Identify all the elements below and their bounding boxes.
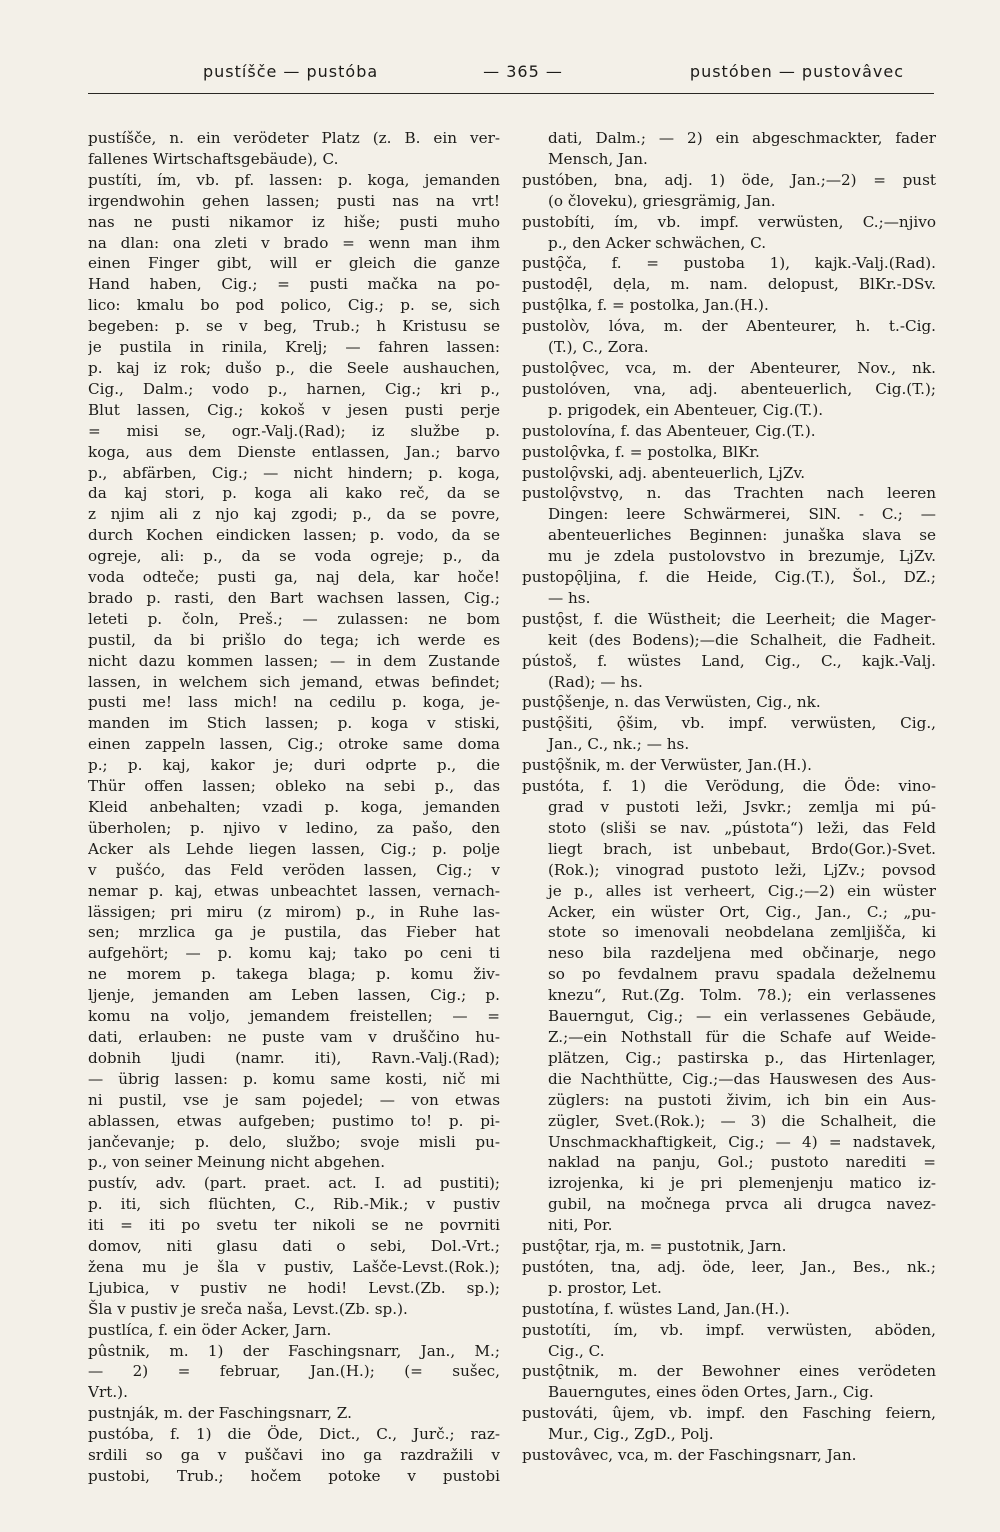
text-line: p., von seiner Meinung nicht abgehen. (88, 1153, 386, 1172)
text-line: pustolǫ̑vec, vca, m. der Abenteurer, Nov., nk. (522, 358, 936, 377)
text-line: züglers: na pustoti živim, ich bin ein Aus- (548, 1090, 936, 1109)
text-line: Blut lassen, Cig.; kokoš v jesen pusti perje (88, 400, 500, 419)
text-line: pustolǫ̑vstvǫ, n. das Trachten nach leeren (522, 484, 936, 503)
text-line: ablassen, etwas aufgeben; pustimo to! p. pi- (88, 1111, 500, 1130)
text-line: nicht dazu kommen lassen; — in dem Zustande (88, 651, 500, 670)
text-line: pustǫ̑tar, rja, m. = pustotnik, Jarn. (522, 1237, 787, 1256)
text-line: keit (des Bodens);—die Schalheit, die Fadheit. (548, 630, 936, 649)
text-line: so po fevdalnem pravu spadala deželnemu (548, 965, 936, 984)
page-number: — 365 — (483, 62, 563, 81)
text-line: izrojenka, ki je pri plemenjenju matico iz- (548, 1174, 936, 1193)
text-line: da kaj stori, p. koga ali kako reč, da se (88, 484, 500, 503)
text-line: überholen; p. njivo v ledino, za pašo, den (88, 818, 500, 837)
text-line: pustodẹ̑l, dẹla, m. nam. delopust, BlKr.-DSv. (522, 275, 936, 294)
text-line: ne morem p. takega blaga; p. komu živ- (88, 965, 500, 984)
text-line: z njim ali z njo kaj zgodi; p., da se povre, (88, 505, 500, 524)
text-line: (o človeku), griesgrämig, Jan. (548, 191, 776, 210)
page-header (88, 60, 934, 88)
left-column (88, 128, 500, 1487)
header-left-guideword: pustíšče — pustóba (203, 62, 379, 81)
text-line: (T.), C., Zora. (548, 338, 649, 357)
text-line: lässigen; pri miru (z mirom) p., in Ruhe las- (88, 902, 500, 921)
right-column (522, 128, 936, 1466)
text-line: voda odteče; pusti ga, naj dela, kar hoče! (88, 568, 500, 587)
text-line: ogreje, ali: p., da se voda ogreje; p., da (88, 547, 500, 566)
text-line: p. iti, sich flüchten, C., Rib.-Mik.; v pustiv (88, 1195, 500, 1214)
text-line: einen zappeln lassen, Cig.; otroke same doma (88, 735, 500, 754)
text-line: (Rok.); vinograd pustoto leži, LjZv.; povsod (548, 860, 936, 879)
text-line: leteti p. čoln, Preš.; — zulassen: ne bom (88, 609, 500, 628)
text-line: zügler, Svet.(Rok.); — 3) die Schalheit, die (548, 1111, 936, 1130)
header-rule (88, 93, 934, 94)
text-line: ni pustil, vse je sam pojedel; — von etwas (88, 1090, 500, 1109)
text-line: Cig., C. (548, 1341, 605, 1360)
text-line: pusti me! lass mich! na cedilu p. koga, je- (88, 693, 500, 712)
text-line: brado p. rasti, den Bart wachsen lassen, Cig.; (88, 588, 500, 607)
text-line: jančevanje; p. delo, službo; svoje misli pu- (88, 1132, 500, 1151)
text-line: p., abfärben, Cig.; — nicht hindern; p. koga, (88, 463, 500, 482)
text-line: pustíšče, n. ein verödeter Platz (z. B. ein ver- (88, 129, 500, 147)
text-line: pustopǫ̑ljina, f. die Heide, Cig.(T.), Šol., DZ.; (522, 568, 936, 587)
text-line: irgendwohin gehen lassen; pusti nas na vrt! (88, 191, 500, 210)
text-line: Ljubica, v pustiv ne hodi! Levst.(Zb. sp.); (88, 1278, 500, 1297)
text-line: dati, Dalm.; — 2) ein abgeschmackter, fader (548, 129, 936, 147)
text-line: Mur., Cig., ZgD., Polj. (548, 1425, 714, 1444)
text-line: pustolòv, lóva, m. der Abenteurer, h. t.-Cig. (522, 317, 936, 336)
text-line: Bauerngutes, eines öden Ortes, Jarn., Cig. (548, 1383, 874, 1402)
text-line: pustlíca, f. ein öder Acker, Jarn. (88, 1320, 332, 1339)
text-line: pustobi, Trub.; hočem potoke v pustobi (88, 1467, 500, 1485)
text-line: dobnih ljudi (namr. iti), Ravn.-Valj.(Rad); (88, 1048, 500, 1067)
text-line: abenteuerliches Beginnen: junaška slava se (548, 526, 936, 545)
text-line: Bauerngut, Cig.; — ein verlassenes Gebäude, (548, 1007, 936, 1026)
text-line: je p., alles ist verheert, Cig.;—2) ein wüster (548, 881, 936, 900)
text-line: Jan., C., nk.; — hs. (548, 735, 690, 754)
text-line: pustolǫ̑vka, f. = postolka, BlKr. (522, 442, 760, 461)
text-line: Hand haben, Cig.; = pusti mačka na po- (88, 275, 500, 294)
text-line: Z.;—ein Nothstall für die Schafe auf Weide- (548, 1027, 936, 1046)
text-line: pustǫ̑šiti, ǫ̑šim, vb. impf. verwüsten, Cig., (522, 714, 936, 733)
text-line: lico: kmalu bo pod polico, Cig.; p. se, sich (88, 296, 500, 315)
text-line: pustǫ̑lka, f. = postolka, Jan.(H.). (522, 296, 769, 315)
text-line: = misi se, ogr.-Valj.(Rad); iz službe p. (88, 421, 500, 440)
text-line: pûstnik, m. 1) der Faschingsnarr, Jan., M.; (88, 1341, 500, 1360)
text-line: p. prigodek, ein Abenteuer, Cig.(T.). (548, 400, 824, 419)
text-line: Acker, ein wüster Ort, Cig., Jan., C.; „pu- (548, 902, 936, 921)
text-line: einen Finger gibt, will er gleich die ganze (88, 254, 500, 273)
text-line: aufgehört; — p. komu kaj; tako po ceni ti (88, 944, 500, 963)
text-line: pustóten, tna, adj. öde, leer, Jan., Bes., nk.; (522, 1257, 936, 1276)
text-line: nemar p. kaj, etwas unbeachtet lassen, vernach- (88, 881, 500, 900)
text-line: pustováti, ûjem, vb. impf. den Fasching feiern, (522, 1404, 936, 1423)
text-line: stoto (sliši se nav. „pústota“) leži, das Feld (548, 818, 936, 837)
text-line: Acker als Lehde liegen lassen, Cig.; p. polje (88, 839, 500, 858)
text-line: fallenes Wirtschaftsgebäude), C. (88, 149, 339, 168)
text-line: pustotíti, ím, vb. impf. verwüsten, aböden, (522, 1320, 936, 1339)
text-line: komu na voljo, jemandem freistellen; — = (88, 1007, 500, 1026)
text-line: iti = iti po svetu ter nikoli se ne povrniti (88, 1216, 500, 1235)
text-line: liegt brach, ist unbebaut, Brdo(Gor.)-Svet. (548, 839, 936, 858)
text-line: durch Kochen eindicken lassen; p. vodo, da se (88, 526, 500, 545)
text-line: pustǫ̑st, f. die Wüstheit; die Leerheit; die Mager- (522, 609, 936, 628)
text-line: pustolovína, f. das Abenteuer, Cig.(T.). (522, 421, 816, 440)
text-line: Cig., Dalm.; vodo p., harnen, Cig.; kri p., (88, 379, 500, 398)
text-line: grad v pustoti leži, Jsvkr.; zemlja mi pú- (548, 798, 936, 816)
text-line: v pušćo, das Feld veröden lassen, Cig.; v (88, 860, 500, 879)
text-line: Unschmackhaftigkeit, Cig.; — 4) = nadstavek, (548, 1132, 936, 1151)
text-line: — übrig lassen: p. komu same kosti, nič mi (88, 1069, 500, 1088)
text-line: p. prostor, Let. (548, 1278, 662, 1297)
text-line: na dlan: ona zleti v brado = wenn man ihm (88, 233, 500, 252)
text-line: pustovâvec, vca, m. der Faschingsnarr, Jan. (522, 1446, 857, 1465)
text-line: ljenje, jemanden am Leben lassen, Cig.; p. (88, 986, 500, 1005)
text-line: (Rad); — hs. (548, 672, 643, 691)
text-line: die Nachthütte, Cig.;—das Hauswesen des Aus- (548, 1069, 936, 1088)
text-line: p. kaj iz rok; dušo p., die Seele aushauchen, (88, 358, 500, 377)
text-line: pustǫ̑šnik, m. der Verwüster, Jan.(H.). (522, 756, 812, 775)
text-line: naklad na panju, Gol.; pustoto narediti = (548, 1153, 936, 1172)
text-line: dati, erlauben: ne puste vam v druščino hu- (88, 1027, 500, 1046)
text-line: pustǫ̑tnik, m. der Bewohner eines verödeten (522, 1362, 936, 1381)
text-line: — hs. (548, 588, 591, 607)
text-line: pústoš, f. wüstes Land, Cig., C., kajk.-Valj. (522, 651, 936, 670)
text-line: pustotína, f. wüstes Land, Jan.(H.). (522, 1299, 790, 1318)
text-line: neso bila razdeljena med občinarje, nego (548, 944, 936, 963)
text-line: pustǫ̑šenje, n. das Verwüsten, Cig., nk. (522, 693, 821, 712)
text-line: koga, aus dem Dienste entlassen, Jan.; barvo (88, 442, 500, 461)
header-right-guideword: pustóben — pustovâvec (689, 62, 904, 81)
text-line: p.; p. kaj, kakor je; duri odprte p., die (88, 756, 500, 775)
text-line: pustolóven, vna, adj. abenteuerlich, Cig.(T.); (522, 379, 936, 398)
text-line: pustív, adv. (part. praet. act. I. ad pustiti); (88, 1174, 500, 1193)
text-line: niti, Por. (548, 1216, 613, 1235)
text-line: Kleid anbehalten; vzadi p. koga, jemanden (88, 798, 500, 816)
text-line: pustolǫ̑vski, adj. abenteuerlich, LjZv. (522, 463, 806, 482)
text-line: pustóta, f. 1) die Verödung, die Öde: vino- (522, 777, 936, 796)
text-line: žena mu je šla v pustiv, Lašče-Levst.(Rok.); (88, 1257, 500, 1276)
text-line: sen; mrzlica ga je pustila, das Fieber hat (88, 923, 500, 942)
text-line: pustíti, ím, vb. pf. lassen: p. koga, jemanden (88, 170, 500, 189)
text-line: pustil, da bi prišlo do tega; ich werde es (88, 630, 500, 649)
text-line: Dingen: leere Schwärmerei, SlN. - C.; — (548, 505, 936, 524)
text-line: Mensch, Jan. (548, 149, 648, 168)
text-line: gubil, na močnega prvca ali drugca navez- (548, 1195, 936, 1214)
text-line: Šla v pustiv je sreča naša, Levst.(Zb. sp.). (88, 1299, 408, 1318)
text-line: pustóba, f. 1) die Öde, Dict., C., Jurč.; raz- (88, 1425, 500, 1444)
text-line: domov, niti glasu dati o sebi, Dol.-Vrt.; (88, 1237, 500, 1256)
text-line: mu je zdela pustolovstvo in brezumje, LjZv. (548, 547, 936, 566)
text-line: lassen, in welchem sich jemand, etwas befindet; (88, 672, 500, 691)
text-line: pustóben, bna, adj. 1) öde, Jan.;—2) = pust (522, 170, 936, 189)
text-line: pustobíti, ím, vb. impf. verwüsten, C.;—njivo (522, 212, 936, 231)
text-line: Vrt.). (88, 1383, 128, 1402)
text-line: je pustila in rinila, Krelj; — fahren lassen: (88, 338, 500, 357)
text-line: stote so imenovali neobdelana zemljišča, ki (548, 923, 936, 942)
text-line: p., den Acker schwächen, C. (548, 233, 767, 252)
text-line: pustnják, m. der Faschingsnarr, Z. (88, 1404, 352, 1423)
text-line: knezu“, Rut.(Zg. Tolm. 78.); ein verlassenes (548, 986, 936, 1005)
text-line: plätzen, Cig.; pastirska p., das Hirtenlager, (548, 1048, 936, 1067)
text-line: manden im Stich lassen; p. koga v stiski, (88, 714, 500, 733)
text-line: srdili so ga v puščavi ino ga razdražili v (88, 1446, 500, 1465)
text-line: begeben: p. se v beg, Trub.; h Kristusu se (88, 317, 500, 336)
text-line: pustǫ̑ča, f. = pustoba 1), kajk.-Valj.(Rad). (522, 254, 936, 273)
text-line: Thür offen lassen; obleko na sebi p., das (88, 777, 500, 796)
text-line: — 2) = februar, Jan.(H.); (= sušec, (88, 1362, 500, 1381)
text-line: nas ne pusti nikamor iz hiše; pusti muho (88, 212, 500, 231)
